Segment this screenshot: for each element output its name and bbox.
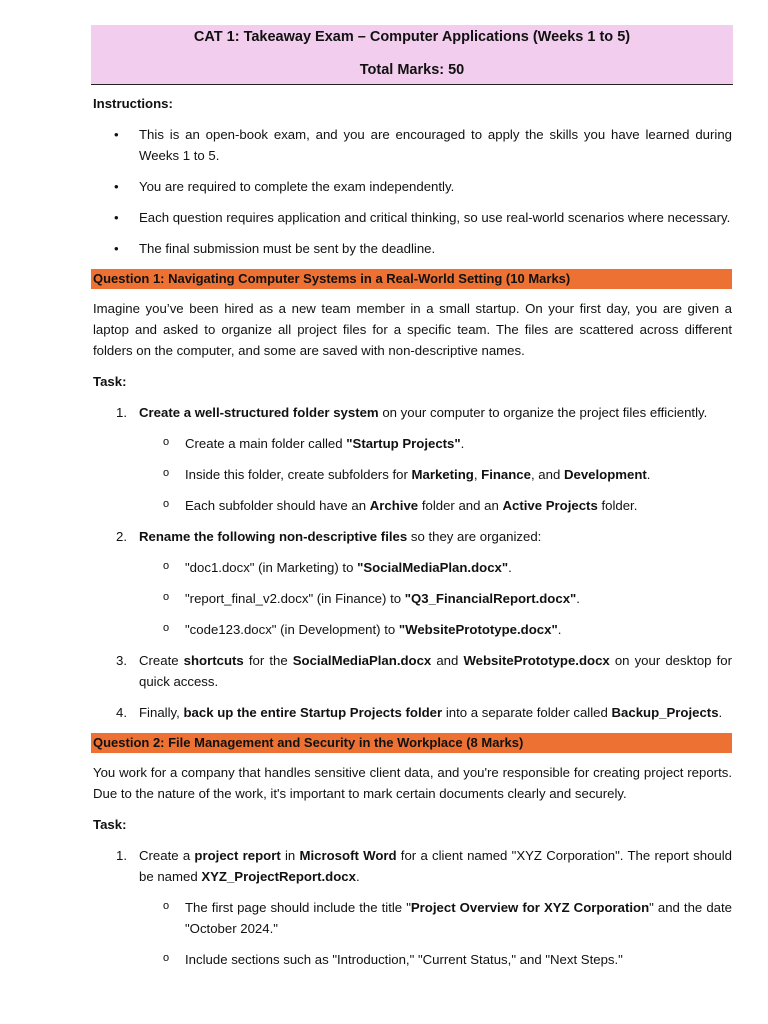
- task-number: 1.: [116, 405, 127, 420]
- task-bold-text: SocialMediaPlan.docx: [292, 653, 432, 668]
- subitem-text: .: [576, 591, 580, 606]
- instruction-item: • This is an open-book exam, and you are encouraged to apply the skills you have learned during Weeks 1 to 5.: [93, 124, 732, 166]
- instructions-heading: Instructions:: [93, 96, 173, 111]
- task-item: [93, 650, 732, 692]
- task-bold-text: WebsitePrototype.docx: [463, 653, 610, 668]
- instruction-item: • You are required to complete the exam independently.: [93, 176, 732, 197]
- task-subitems: [139, 897, 732, 970]
- subitem-text: Create a main folder called: [185, 436, 347, 451]
- task-text: for the: [243, 653, 293, 668]
- task-bold-text: XYZ_ProjectReport.docx: [201, 869, 356, 884]
- subitem-text: Each subfolder should have an: [185, 498, 370, 513]
- subitem-text: The first page should include the title ": [185, 900, 411, 915]
- subitem-bold-text: Development: [563, 467, 647, 482]
- task-text: so they are organized:: [407, 529, 542, 544]
- subitem-bold-text: "Q3_FinancialReport.docx": [404, 591, 577, 606]
- instruction-item: • The final submission must be sent by the deadline.: [93, 238, 732, 259]
- task-number: 2.: [116, 529, 127, 544]
- subitem-text: Inside this folder, create subfolders for: [185, 467, 412, 482]
- exam-title-box: [91, 25, 733, 85]
- task-bold-text: back up the entire Startup Projects folder: [183, 705, 443, 720]
- task-text: into a separate folder called: [442, 705, 612, 720]
- task-text: on your desktop for quick access.: [139, 653, 732, 689]
- subitem: [93, 949, 732, 970]
- subitem-text: .: [508, 560, 512, 575]
- subitem: [93, 464, 732, 485]
- question-2-intro: You work for a company that handles sensitive client data, and you're responsible for creating project reports. Due to the nature of the work, it's important to mark certain documents clearly and securely.: [93, 765, 732, 801]
- subitem-bold-text: "Startup Projects": [346, 436, 461, 451]
- task-text: on your computer to organize the project files efficiently.: [378, 405, 708, 420]
- task-bold-text: shortcuts: [183, 653, 244, 668]
- question-1-heading: Question 1: Navigating Computer Systems in a Real-World Setting (10 Marks): [91, 269, 732, 289]
- task-text: Finally,: [139, 705, 184, 720]
- question-2-heading: Question 2: File Management and Security in the Workplace (8 Marks): [91, 733, 732, 753]
- subitem-bold-text: "SocialMediaPlan.docx": [357, 560, 509, 575]
- question-1-task-label: Task:: [93, 374, 127, 389]
- subitem-text: , and: [530, 467, 564, 482]
- task-text: Create a: [139, 848, 195, 863]
- subitem-text: " and the date "October 2024.": [185, 900, 732, 936]
- exam-title: CAT 1: Takeaway Exam – Computer Applications (Weeks 1 to 5): [193, 29, 631, 45]
- subitem: [93, 495, 732, 516]
- question-1-task-list: [93, 402, 732, 723]
- task-bold-text: Rename the following non-descriptive files: [139, 529, 408, 544]
- task-text: .: [355, 869, 360, 884]
- task-text: for a client named "XYZ Corporation". The report should be named: [139, 848, 733, 884]
- total-marks: Total Marks: 50: [359, 62, 465, 78]
- instructions-list: [93, 124, 732, 259]
- subitem-text: folder and an: [418, 498, 503, 513]
- subitem: [93, 557, 732, 578]
- subitem-bold-text: "WebsitePrototype.docx": [398, 622, 558, 637]
- subitem-text: .: [646, 467, 651, 482]
- instruction-item: • Each question requires application and critical thinking, so use real-world scenarios where necessary.: [93, 207, 732, 228]
- subitem-text: "code123.docx" (in Development) to: [185, 622, 399, 637]
- document-body: [93, 93, 732, 980]
- task-number: 4.: [116, 705, 127, 720]
- question-2-task-label: Task:: [93, 817, 127, 832]
- task-item: [93, 402, 732, 516]
- subitem-bold-text: Active Projects: [502, 498, 598, 513]
- subitem-bold-text: Archive: [369, 498, 419, 513]
- task-text: and: [431, 653, 464, 668]
- task-text: in: [280, 848, 300, 863]
- subitem-text: ,: [473, 467, 482, 482]
- question-1-intro: Imagine you’ve been hired as a new team member in a small startup. On your first day, you are given a laptop and asked to organize all project files for a specific team. The files are scattered across different folders on the computer, and some are saved with non-descriptive names.: [93, 301, 732, 358]
- task-bold-text: Backup_Projects: [611, 705, 719, 720]
- task-bold-text: Create a well-structured folder system: [139, 405, 379, 420]
- subitem: [93, 588, 732, 609]
- task-text: Create: [139, 653, 184, 668]
- task-number: 1.: [116, 848, 127, 863]
- subitem: [93, 897, 732, 939]
- task-number: 3.: [116, 653, 127, 668]
- task-subitems: [139, 557, 732, 640]
- task-item: [93, 526, 732, 640]
- task-item: [93, 845, 732, 970]
- subitem: [93, 619, 732, 640]
- task-text: .: [718, 705, 723, 720]
- subitem: [93, 433, 732, 454]
- subitem-text: Include sections such as "Introduction," "Current Status," and "Next Steps.": [185, 952, 623, 967]
- subitem-text: "report_final_v2.docx" (in Finance) to: [185, 591, 405, 606]
- subitem-text: folder.: [597, 498, 638, 513]
- subitem-bold-text: Finance: [481, 467, 531, 482]
- subitem-text: "doc1.docx" (in Marketing) to: [185, 560, 358, 575]
- subitem-text: .: [557, 622, 562, 637]
- subitem-bold-text: Project Overview for XYZ Corporation: [410, 900, 650, 915]
- task-item: [93, 702, 732, 723]
- subitem-text: .: [460, 436, 465, 451]
- question-2-task-list: [93, 845, 732, 970]
- task-bold-text: project report: [194, 848, 281, 863]
- task-subitems: [139, 433, 732, 516]
- subitem-bold-text: Marketing: [411, 467, 474, 482]
- task-bold-text: Microsoft Word: [299, 848, 397, 863]
